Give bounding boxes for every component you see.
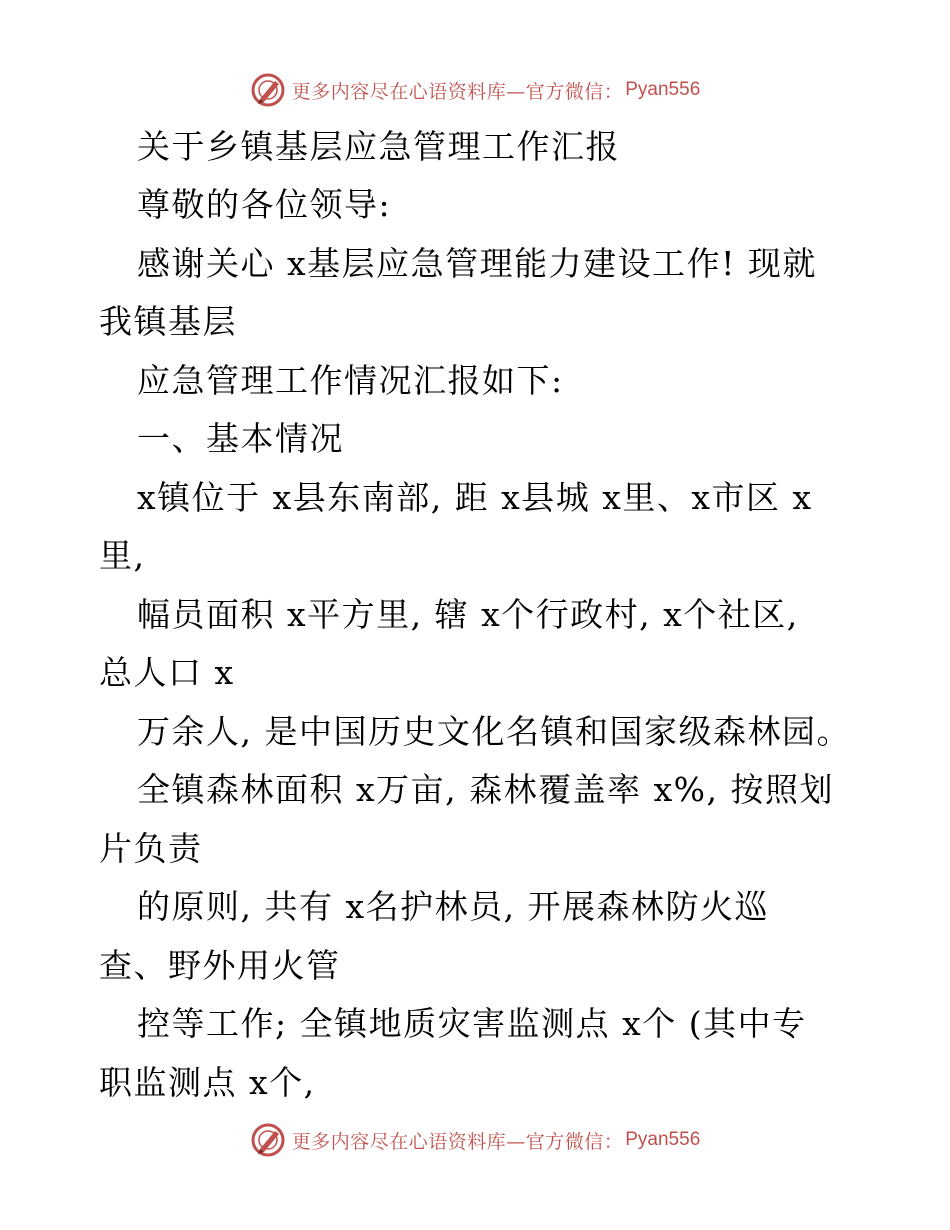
watermark-text: 更多内容尽在心语资料库—官方微信： [291,1130,624,1153]
paragraph-line: 幅员面积 x平方里, 辖 x个行政村, x个社区, [137,595,799,634]
paragraph-line: 的原则, 共有 x名护林员, 开展森林防火巡 [137,887,770,926]
paragraph-line: x镇位于 x县东南部, 距 x县城 x里、x市区 x [137,478,813,517]
paragraph-line: 感谢关心 x基层应急管理能力建设工作! 现就 [137,244,817,283]
salutation: 尊敬的各位领导: [137,185,392,224]
paragraph-line: 全镇森林面积 x万亩, 森林覆盖率 x%, 按照划 [137,770,835,809]
paragraph-line: 职监测点 x个, [99,1063,316,1102]
watermark-wechat-id: Pyan556 [625,1129,701,1150]
paragraph-line: 我镇基层 [99,302,237,341]
paragraph-line: 查、野外用火管 [99,946,341,985]
pen-logo-icon [250,1122,286,1158]
paragraph-line: 片负责 [99,829,203,868]
paragraph-line: 万余人, 是中国历史文化名镇和国家级森林园。 [137,712,851,751]
paragraph-line: 应急管理工作情况汇报如下: [137,361,564,400]
watermark-text: 更多内容尽在心语资料库—官方微信： [291,80,624,103]
section-heading: 一、基本情况 [137,419,344,458]
paragraph-line: 总人口 x [99,653,235,692]
paragraph-line: 里, [99,536,146,575]
paragraph-line: 控等工作; 全镇地质灾害监测点 x个 (其中专 [137,1004,807,1043]
document-title: 关于乡镇基层应急管理工作汇报 [137,127,620,166]
watermark-wechat-id: Pyan556 [625,79,701,100]
watermark-banner-bottom [0,1120,950,1160]
